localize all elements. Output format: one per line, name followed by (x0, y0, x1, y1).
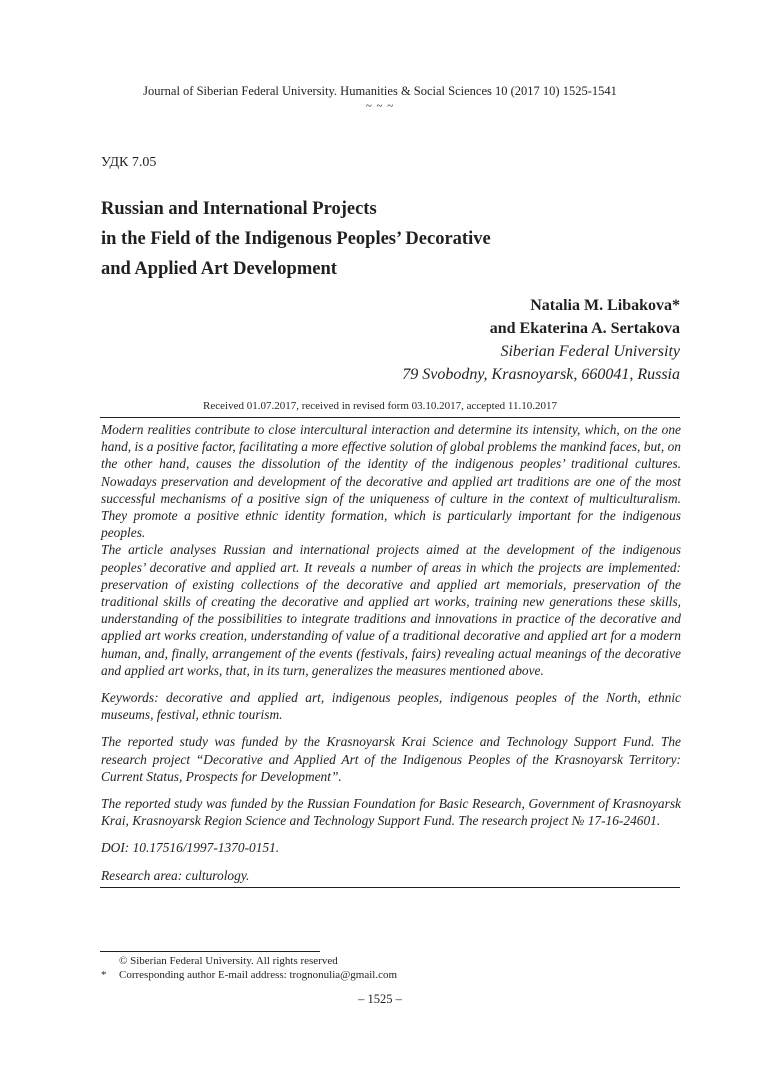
article-title (101, 194, 491, 284)
copyright-footnote: © Siberian Federal University. All rights reserved (119, 955, 338, 967)
divider (100, 417, 680, 418)
title-line: in the Field of the Indigenous Peoples’ Decorative (101, 229, 491, 249)
author-name: and Ekaterina A. Sertakova (489, 320, 680, 337)
address: 79 Svobodny, Krasnoyarsk, 660041, Russia (402, 366, 680, 383)
footnote-divider (100, 951, 320, 952)
abstract-paragraph: Modern realities contribute to close intercultural interaction and determine its intensity, which, on the one hand, is a positive factor, facilitating a more effective solution of global problems the mankind faces, but, on the other hand, causes the dissolution of the identity of the indigenous peoples’ traditional cultures. Nowadays preservation and development of the decorative and applied art traditions are one of the most successful mechanisms of a positive sign of the uniqueness of culture in the context of multiculturalism. They promote a positive ethnic identity formation, which is particularly important for the indigenous peoples. (101, 422, 681, 541)
author-block (402, 294, 680, 386)
title-line: and Applied Art Development (101, 259, 337, 279)
header-ornament: ~ ~ ~ (365, 100, 395, 112)
corresponding-footnote (101, 969, 397, 981)
journal-header: Journal of Siberian Federal University. Humanities & Social Sciences 10 (2017 10) 1525-1541 (143, 84, 617, 98)
title-line: Russian and International Projects (101, 199, 377, 219)
divider (100, 887, 680, 888)
footnote-marker: * (101, 969, 107, 981)
page-number: – 1525 – (358, 992, 402, 1006)
abstract (101, 421, 681, 884)
affiliation: Siberian Federal University (500, 343, 680, 360)
abstract-paragraph: The article analyses Russian and international projects aimed at the development of the indigenous peoples’ decorative and applied art. It reveals a number of areas in which the projects are implemented: preservation of existing collections of the decorative and applied art memorials, preservation of the traditional skills of creating the decorative and applied art works, training new generations these skills, understanding of the possibilities to integrate traditions and innovations in practice of the decorative and applied art works creation, understanding of value of a traditional decorative and applied art for a modern human, and, finally, arrangement of the events (festivals, fairs) revealing actual meanings of the decorative and applied art works, that, in its turn, generalizes the measures mentioned above. (101, 542, 681, 678)
funding-note: The reported study was funded by the Russian Foundation for Basic Research, Government of Krasnoyarsk Krai, Krasnoyarsk Region Science and Technology Support Fund. The research project № 17-16-24601. (101, 796, 681, 829)
received-dates: Received 01.07.2017, received in revised form 03.10.2017, accepted 11.10.2017 (203, 400, 557, 412)
author-name: Natalia M. Libakova* (530, 297, 680, 314)
doi: DOI: 10.17516/1997-1370-0151. (101, 840, 280, 856)
corresponding-email: Corresponding author E-mail address: trognonulia@gmail.com (119, 969, 398, 981)
research-area: Research area: culturology. (101, 867, 250, 883)
funding-note: The reported study was funded by the Krasnoyarsk Krai Science and Technology Support Fund. The research project “Decorative and Applied Art of the Indigenous Peoples of the Krasnoyarsk Territory: Current Status, Prospects for Development”. (101, 734, 681, 784)
keywords: Keywords: decorative and applied art, indigenous peoples, indigenous peoples of the North, ethnic museums, festival, ethnic tourism. (101, 690, 681, 723)
udk-code: УДК 7.05 (101, 155, 157, 170)
